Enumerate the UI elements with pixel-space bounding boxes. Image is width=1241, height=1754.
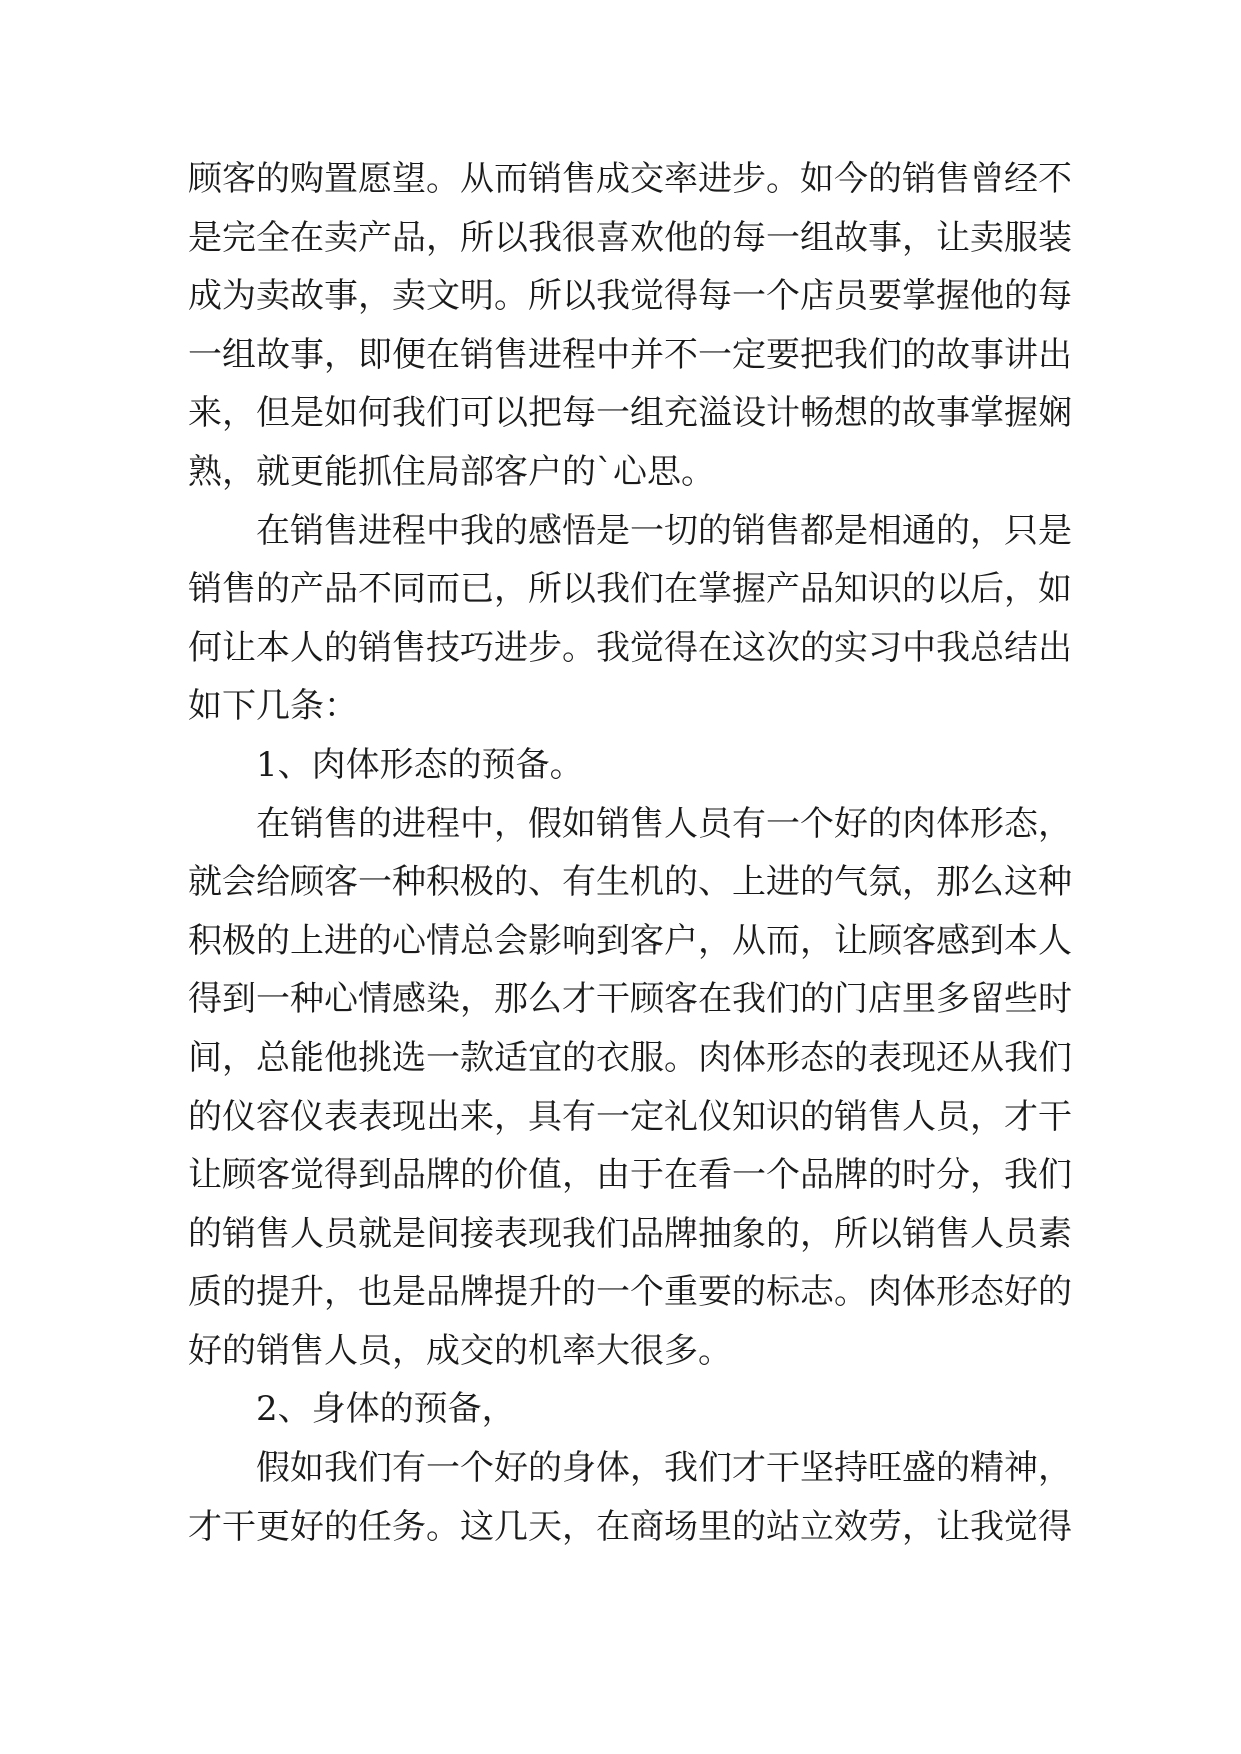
text-line: 积极的上进的心情总会影响到客户，从而，让顾客感到本人 xyxy=(188,920,1072,961)
text-line: 1、肉体形态的预备。 xyxy=(256,744,584,785)
text-line: 如下几条： xyxy=(188,686,358,727)
text-line: 来，但是如何我们可以把每一组充溢设计畅想的故事掌握娴 xyxy=(188,393,1072,434)
text-line: 就会给顾客一种积极的、有生机的、上进的气氛，那么这种 xyxy=(188,862,1072,903)
text-line: 间，总能他挑选一款适宜的衣服。肉体形态的表现还从我们 xyxy=(188,1037,1072,1078)
text-line: 假如我们有一个好的身体，我们才干坚持旺盛的精神， xyxy=(256,1448,1072,1489)
text-line: 得到一种心情感染，那么才干顾客在我们的门店里多留些时 xyxy=(188,979,1072,1020)
text-line: 让顾客觉得到品牌的价值，由于在看一个品牌的时分，我们 xyxy=(188,1155,1072,1196)
text-line: 质的提升，也是品牌提升的一个重要的标志。肉体形态好的 xyxy=(188,1272,1072,1313)
text-line: 的销售人员就是间接表现我们品牌抽象的，所以销售人员素 xyxy=(188,1213,1072,1254)
text-line: 一组故事，即便在销售进程中并不一定要把我们的故事讲出 xyxy=(188,334,1072,375)
text-line: 在销售的进程中，假如销售人员有一个好的肉体形态， xyxy=(256,803,1072,844)
text-line: 在销售进程中我的感悟是一切的销售都是相通的，只是 xyxy=(256,510,1072,551)
text-line: 是完全在卖产品，所以我很喜欢他的每一组故事，让卖服装 xyxy=(188,217,1072,258)
text-line: 才干更好的任务。这几天，在商场里的站立效劳，让我觉得 xyxy=(188,1506,1072,1547)
body-text xyxy=(188,150,1072,1556)
text-line: 2、身体的预备， xyxy=(256,1389,516,1430)
text-line: 顾客的购置愿望。从而销售成交率进步。如今的销售曾经不 xyxy=(188,159,1072,199)
text-line: 成为卖故事，卖文明。所以我觉得每一个店员要掌握他的每 xyxy=(188,276,1072,317)
text-line: 何让本人的销售技巧进步。我觉得在这次的实习中我总结出 xyxy=(188,627,1072,668)
text-line: 的仪容仪表表现出来，具有一定礼仪知识的销售人员，才干 xyxy=(188,1096,1072,1137)
text-line: 好的销售人员，成交的机率大很多。 xyxy=(188,1330,732,1371)
text-line: 熟，就更能抓住局部客户的`心思。 xyxy=(188,451,715,492)
text-line: 销售的产品不同而已，所以我们在掌握产品知识的以后，如 xyxy=(188,569,1072,610)
